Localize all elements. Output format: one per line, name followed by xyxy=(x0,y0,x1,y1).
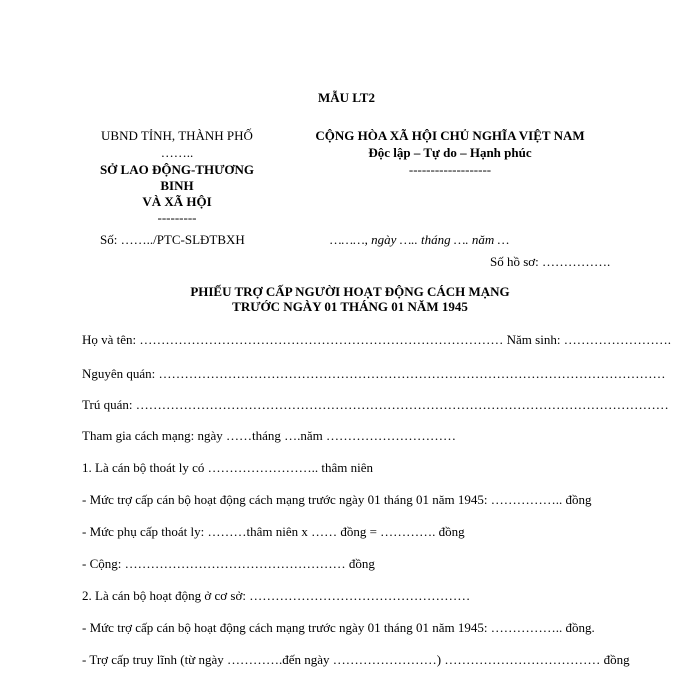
field-join-date: Tham gia cách mạng: ngày ……tháng ….năm ………………………… xyxy=(82,428,457,443)
field-grassroots-cadre: 2. Là cán bộ hoạt động ở cơ sở: …………………………………………… xyxy=(82,588,471,603)
field-full-name: Họ và tên: ………………………………………………………………………… Năm sinh: ……………………. xyxy=(82,332,671,347)
form-title-line1: PHIẾU TRỢ CẤP NGƯỜI HOẠT ĐỘNG CÁCH MẠNG xyxy=(190,284,510,299)
form-title xyxy=(130,284,570,314)
field-allowance-rate: - Mức trợ cấp cán bộ hoạt động cách mạng trước ngày 01 tháng 01 năm 1945: …………….. đồng xyxy=(82,492,592,507)
national-motto-block xyxy=(275,128,625,178)
field-full-time-cadre: 1. Là cán bộ thoát ly có …………………….. thâm niên xyxy=(82,460,374,475)
form-title-line2: TRƯỚC NGÀY 01 THÁNG 01 NĂM 1945 xyxy=(232,299,468,314)
field-back-pay: - Trợ cấp truy lĩnh (từ ngày ………….đến ngày ……………………) ……………………………… đồng xyxy=(82,652,630,667)
field-total: - Cộng: …………………………………………… đồng xyxy=(82,556,375,571)
issuer-line-department-cont: BINH xyxy=(160,178,194,193)
motto: Độc lập – Tự do – Hạnh phúc xyxy=(368,145,532,160)
form-code: MẪU LT2 xyxy=(318,90,375,105)
field-residence: Trú quán: …………………………………………………………………………………………………………… xyxy=(82,397,669,412)
issuer-block xyxy=(82,128,272,226)
date-line: ………, ngày ….. tháng …. năm … xyxy=(330,232,510,247)
country-name: CỘNG HÒA XÃ HỘI CHỦ NGHĨA VIỆT NAM xyxy=(315,128,585,143)
field-grassroots-allowance-rate: - Mức trợ cấp cán bộ hoạt động cách mạng trước ngày 01 tháng 01 năm 1945: …………….. đồng. xyxy=(82,620,595,635)
issuer-line-dots: …….. xyxy=(160,145,194,160)
motto-divider: ------------------- xyxy=(408,162,492,177)
file-number: Số hồ sơ: ……………. xyxy=(490,254,611,269)
issuer-divider: --------- xyxy=(157,210,197,225)
issuer-line-department: SỞ LAO ĐỘNG-THƯƠNG xyxy=(99,162,255,177)
doc-number: Số: ……../PTC-SLĐTBXH xyxy=(100,232,245,247)
field-full-time-allowance: - Mức phụ cấp thoát ly: ………thâm niên x …… đồng = …………. đồng xyxy=(82,524,465,539)
issuer-line-social-affairs: VÀ XÃ HỘI xyxy=(142,194,212,209)
field-hometown: Nguyên quán: ……………………………………………………………………………………………………… xyxy=(82,366,666,381)
issuer-line-province: UBND TỈNH, THÀNH PHỐ xyxy=(101,128,253,143)
